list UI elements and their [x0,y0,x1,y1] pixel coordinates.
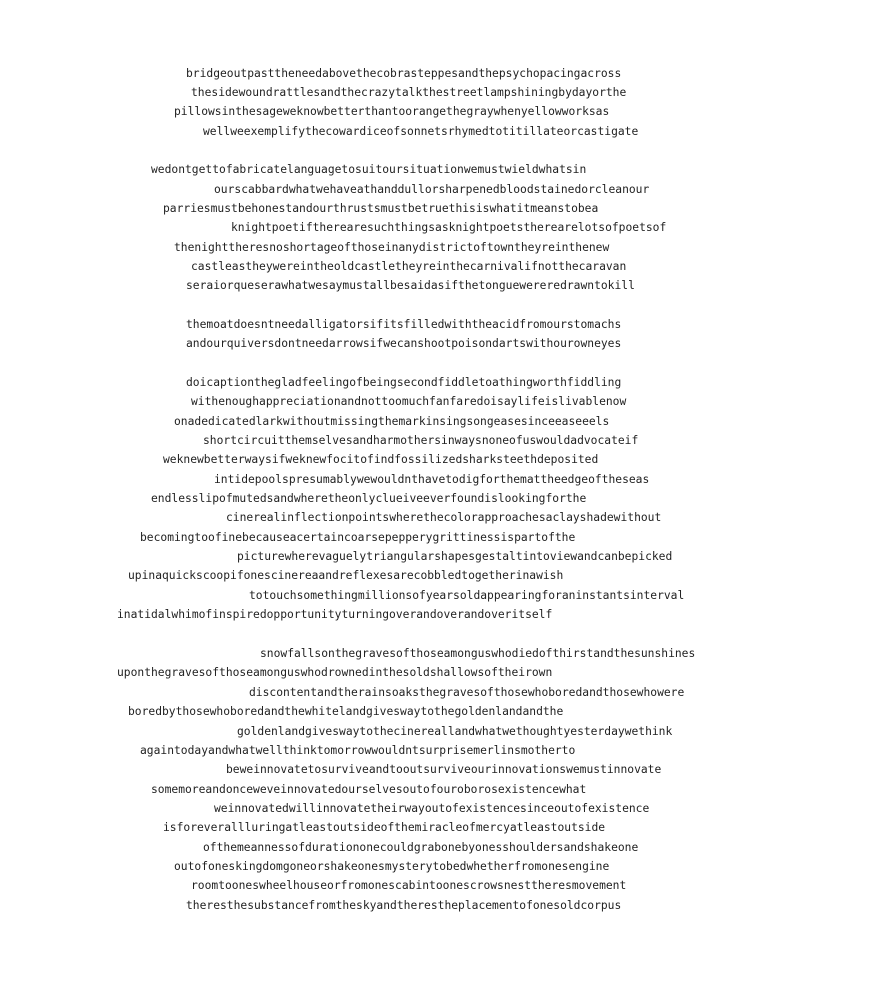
poem-line: withenoughappreciationandnottoomuchfanfaredoisaylifeislivablenow [191,395,627,408]
poem-line: themoatdoesntneedalligatorsifitsfilledwiththeacidfromourstomachs [186,318,622,331]
poem-line: snowfallsonthegravesofthoseamonguswhodiedofthirstandthesunshines [260,647,696,660]
poem-line: theresthesubstancefromtheskyandtherestheplacementofonesoldcorpus [186,899,622,912]
poem-line: boredbythosewhoboredandthewhitelandgiveswaytothegoldenlandandthe [128,705,564,718]
poem-line: goldenlandgiveswaytothecinereallandwhatwethoughtyesterdaywethink [237,725,673,738]
poem-line: somemoreandonceweveinnovatedourselvesoutofouroborosexistencewhat [151,783,587,796]
poem-line: andourquiversdontneedarrowsifwecanshootpoisondartswithourowneyes [186,337,622,350]
poem-line: pillowsinthesageweknowbetterthantoorangethegraywhenyellowworksas [174,105,610,118]
poem-line: intidepoolspresumablywewouldnthavetodigforthemattheedgeoftheseas [214,473,650,486]
poem-line: picturewherevaguelytriangularshapesgestaltintoviewandcanbepicked [237,550,673,563]
poem-line: uponthegravesofthoseamonguswhodrownedinthesoldshallowsoftheirown [117,666,553,679]
poem-line: upinaquickscoopifonescinereaandreflexesarecobbledtogetherinawish [128,569,564,582]
poem-line: ourscabbardwhatwehaveathanddullorsharpenedbloodstainedorcleanour [214,183,650,196]
poem-line: againtodayandwhatwellthinktomorrowwouldntsurprisemerlinsmotherto [140,744,576,757]
poem-line: thesidewoundrattlesandthecrazytalkthestreetlampshiningbydayorthe [191,86,627,99]
poem-line: doicaptionthegladfeelingofbeingsecondfiddletoathingworthfiddling [186,376,622,389]
poem-line: weknewbetterwaysifweknewfocitofindfossilizedsharksteethdeposited [163,453,599,466]
poem-line: bridgeoutpasttheneedabovethecobrasteppesandthepsychopacingacross [186,67,622,80]
poem-line: onadedicatedlarkwithoutmissingthemarkinsingsongeasesinceeaseeels [174,415,610,428]
poem-line: outofoneskingdomgoneorshakeonesmysterytobedwhetherfromonesengine [174,860,610,873]
poem-line: roomtooneswheelhouseorfromonescabintoonescrowsnesttheresmovement [191,879,627,892]
poem-line: becomingtoofinebecauseacertaincoarsepepperygrittinessispartofthe [140,531,576,544]
poem-line: shortcircuitthemselvesandharmothersinwaysnoneofuswouldadvocateif [203,434,639,447]
poem-line: cinerealinflectionpointswherethecolorapproachesaclayshadewithout [226,511,662,524]
poem-line: castleastheywereintheoldcastletheyreinthecarnivalifnotthecaravan [191,260,627,273]
poem-line: inatidalwhimofinspiredopportunityturningoverandoverandoveritself [117,608,553,621]
poem-line: totouchsomethingmillionsofyearsoldappearingforaninstantsinterval [249,589,685,602]
poem-line: thenighttheresnoshortageofthoseinanydistrictoftowntheyreinthenew [174,241,610,254]
poem-line: wellweexemplifythecowardiceofsonnetsrhymedtotitillateorcastigate [203,125,639,138]
poem-line: knightpoetiftherearesuchthingsasknightpoetstherearelotsofpoetsof [231,221,667,234]
poem-line: parriesmustbehonestandourthrustsmustbetruethisiswhatitmeanstobea [163,202,599,215]
poem-line: weinnovatedwillinnovatetheirwayoutofexistencesinceoutofexistence [214,802,650,815]
poem-line: isforeverallluringatleastoutsideofthemiracleofmercyatleastoutside [163,821,606,834]
poem-line: seraiorqueserawhatwesaymustallbesaidasifthetonguewereredrawntokill [186,279,635,292]
poem-line: discontentandtherainsoaksthegravesofthosewhoboredandthosewhowere [249,686,685,699]
poem-line: wedontgettofabricatelanguagetosuitoursituationwemustwieldwhatsin [151,163,587,176]
poem-line: ofthemeannessofdurationonecouldgrabonebyonesshouldersandshakeone [203,841,639,854]
poem-line: endlesslipofmutedsandwheretheonlyclueiveeverfoundislookingforthe [151,492,587,505]
poem-line: beweinnovatetosurviveandtooutsurviveourinnovationswemustinnovate [226,763,662,776]
